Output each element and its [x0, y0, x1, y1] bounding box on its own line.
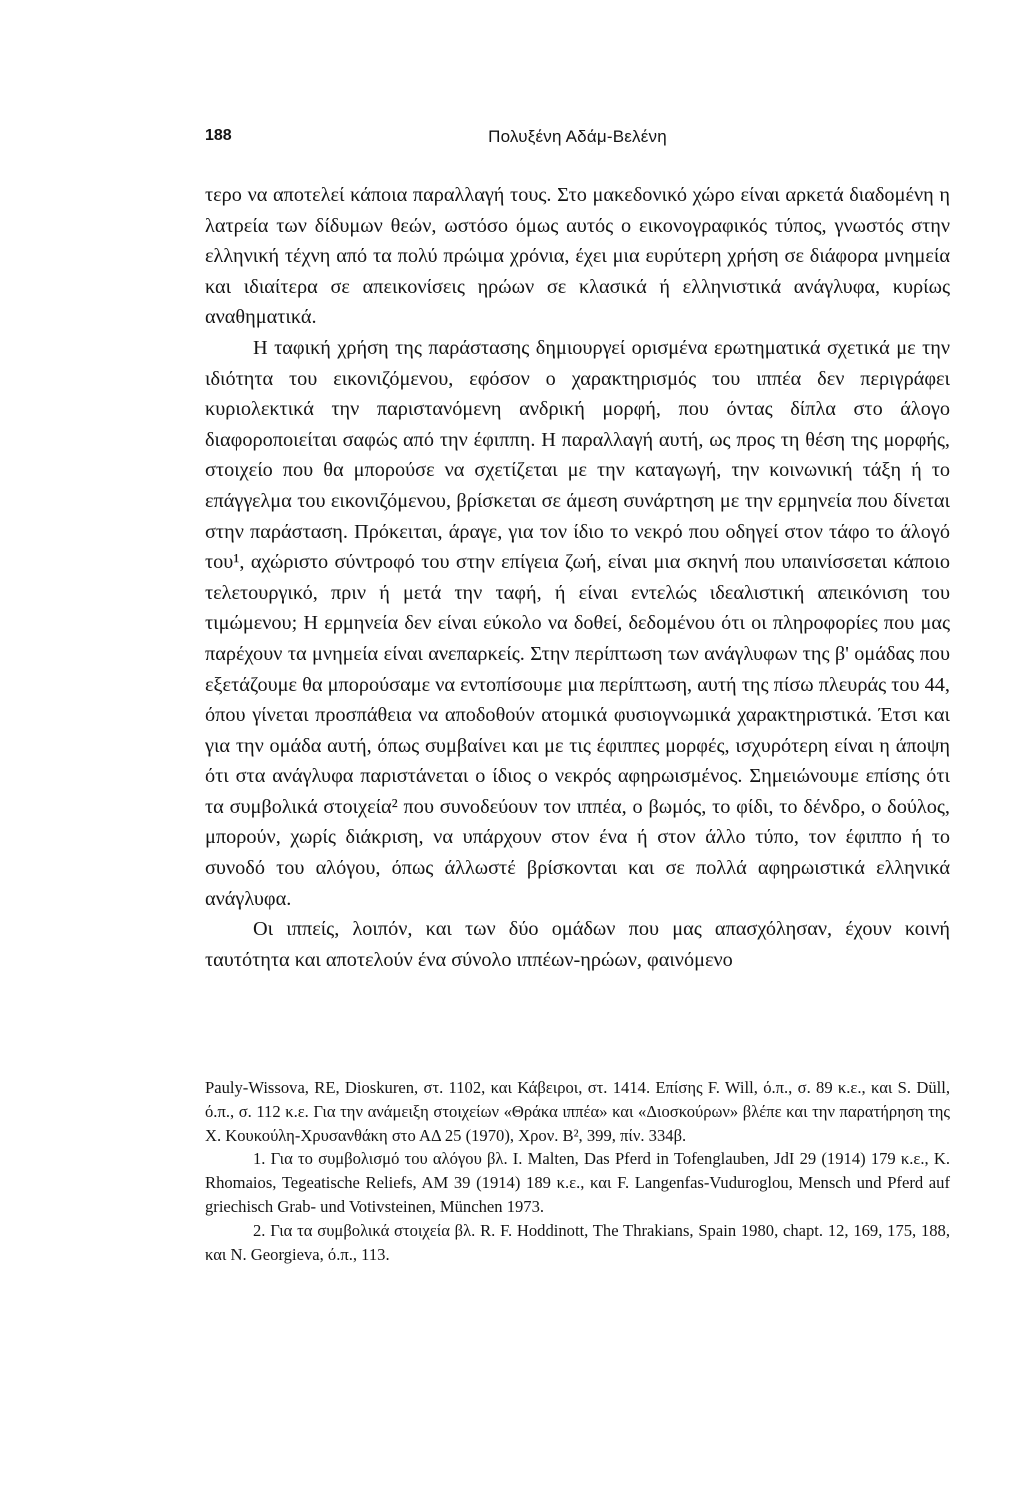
footnote: Pauly-Wissova, RE, Dioskuren, στ. 1102, και Κάβειροι, στ. 1414. Επίσης F. Will, ό.π., σ. 89 κ.ε., και S. Düll, ό.π., σ. 112 κ.ε. Για την ανάμειξη στοιχείων «Θράκα ιππέα» και «Διοσκούρων» βλέπε και την παρατήρηση της Χ. Κουκούλη-Χρυσανθάκη στο ΑΔ 25 (1970), Χρον. Β², 399, πίν. 334β.	[205, 1078, 950, 1145]
body-text	[205, 180, 950, 975]
footnote: 2. Για τα συμβολικά στοιχεία βλ. R. F. Hoddinott, The Thrakians, Spain 1980, chapt. 12, 169, 175, 188, και N. Georgieva, ό.π., 113.	[205, 1220, 950, 1264]
running-head: Πολυξένη Αδάμ-Βελένη	[488, 127, 667, 146]
page-number: 188	[205, 127, 232, 144]
footnote: 1. Για το συμβολισμό του αλόγου βλ. I. Malten, Das Pferd in Tofenglauben, JdI 29 (1914) 179 κ.ε., K. Rhomaios, Tegeatische Reliefs, AM 39 (1914) 189 κ.ε., και F. Langenfas-Vuduroglou, Mensch und Pferd auf griechisch Grab- und Votivsteinen, München 1973.	[205, 1149, 950, 1216]
paragraph: Οι ιππείς, λοιπόν, και των δύο ομάδων που μας απασχόλησαν, έχουν κοινή ταυτότητα και αποτελούν ένα σύνολο ιππέων-ηρώων, φαινόμενο	[205, 918, 950, 971]
paragraph: τερο να αποτελεί κάποια παραλλαγή τους. Στο μακεδονικό χώρο είναι αρκετά διαδομένη η λατρεία των δίδυμων θεών, ωστόσο όμως αυτός ο εικονογραφικός τύπος, γνωστός στην ελληνική τέχνη από τα πολύ πρώιμα χρόνια, έχει μια ευρύτερη χρήση σε διάφορα μνημεία και ιδιαίτερα σε απεικονίσεις ηρώων σε κλασικά ή ελληνιστικά ανάγλυφα, κυρίως αναθηματικά.	[205, 184, 950, 329]
page-header	[205, 127, 950, 157]
footnotes	[205, 1076, 950, 1266]
paragraph: Η ταφική χρήση της παράστασης δημιουργεί ορισμένα ερωτηματικά σχετικά με την ιδιότητα του εικονιζόμενου, εφόσον ο χαρακτηρισμός του ιππέα δεν περιγράφει κυριολεκτικά την παριστανόμενη ανδρική μορφή, που όντας δίπλα στο άλογο διαφοροποιείται σαφώς από την έφιππη. Η παραλλαγή αυτή, ως προς τη θέση της μορφής, στοιχείο που θα μπορούσε να σχετίζεται με την καταγωγή, την κοινωνική τάξη ή το επάγγελμα του εικονιζόμενου, βρίσκεται σε άμεση συνάρτηση με την ερμηνεία που δίνεται στην παράσταση. Πρόκειται, άραγε, για τον ίδιο το νεκρό που οδηγεί στον τάφο το άλογό του¹, αχώριστο σύντροφό του στην επίγεια ζωή, είναι μια σκηνή που υπαινίσσεται κάποιο τελετουργικό, πριν ή μετά την ταφή, ή είναι εντελώς ιδεαλιστική απεικόνιση του τιμώμενου; Η ερμηνεία δεν είναι εύκολο να δοθεί, δεδομένου ότι οι πληροφορίες που μας παρέχουν τα μνημεία είναι ανεπαρκείς. Στην περίπτωση των ανάγλυφων της β' ομάδας που εξετάζουμε θα μπορούσαμε να εντοπίσουμε μια περίπτωση, αυτή της πίσω πλευράς του 44, όπου γίνεται προσπάθεια να αποδοθούν ατομικά φυσιογνωμικά χαρακτηριστικά. Έτσι και για την ομάδα αυτή, όπως συμβαίνει και με τις έφιππες μορφές, ισχυρότερη είναι η άποψη ότι στα ανάγλυφα παριστάνεται ο ίδιος ο νεκρός αφηρωισμένος. Σημειώνουμε επίσης ότι τα συμβολικά στοιχεία² που συνοδεύουν τον ιππέα, ο βωμός, το φίδι, το δένδρο, ο δούλος, μπορούν, χωρίς διάκριση, να υπάρχουν στον ένα ή στον άλλο τύπο, τον έφιππο ή το συνοδό του αλόγου, όπως άλλωστέ βρίσκονται και σε πολλά αφηρωιστικά ελληνικά ανάγλυφα.	[205, 336, 950, 910]
